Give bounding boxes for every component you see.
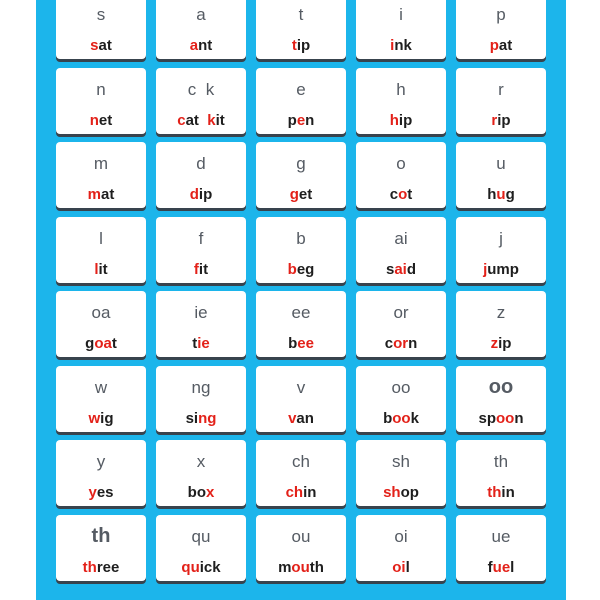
word-highlight: p — [489, 37, 499, 54]
phonics-card — [56, 291, 146, 357]
word-highlight: oo — [392, 409, 411, 427]
card-word — [156, 410, 246, 427]
word-part: l — [405, 558, 410, 576]
word-part: at — [185, 111, 208, 129]
word-part: ip — [296, 37, 311, 54]
phonics-card — [56, 515, 146, 581]
word-part: th — [309, 558, 324, 576]
phonics-card — [356, 291, 446, 357]
word-part: ump — [487, 260, 519, 278]
word-part: op — [400, 484, 419, 501]
card-word — [156, 186, 246, 203]
card-word — [356, 484, 446, 501]
word-highlight: t — [291, 37, 297, 54]
phonics-card — [456, 366, 546, 432]
word-part: it — [215, 111, 225, 129]
word-highlight: c — [177, 111, 186, 129]
card-sound: oo — [488, 375, 514, 398]
phonics-card — [456, 440, 546, 506]
card-sound: oo — [391, 377, 411, 397]
word-highlight: qu — [181, 558, 200, 576]
word-part: ick — [199, 558, 221, 576]
word-highlight: th — [82, 558, 97, 576]
card-sound: oi — [394, 526, 408, 546]
word-part: it — [98, 260, 108, 278]
word-part: et — [98, 111, 113, 129]
card-sound: z — [496, 303, 506, 322]
card-word — [156, 484, 246, 501]
phonics-card — [256, 440, 346, 506]
word-highlight: a — [189, 37, 199, 54]
word-part: it — [198, 260, 209, 278]
word-highlight: h — [389, 111, 399, 129]
word-part: es — [96, 484, 114, 501]
card-sound: i — [399, 5, 403, 24]
card-sound: th — [91, 524, 111, 547]
card-word — [156, 37, 246, 54]
card-word — [256, 559, 346, 576]
card-sound: th — [493, 452, 509, 471]
card-word — [256, 112, 346, 129]
phonics-card — [156, 515, 246, 581]
word-highlight: ch — [285, 484, 304, 501]
card-word — [256, 410, 346, 427]
word-part: d — [406, 260, 417, 278]
card-word — [256, 335, 346, 352]
phonics-card — [56, 440, 146, 506]
phonics-card — [56, 0, 146, 59]
card-word — [356, 335, 446, 352]
word-highlight: z — [490, 335, 499, 352]
phonics-card — [56, 68, 146, 134]
card-sound: sh — [392, 452, 410, 471]
phonics-card — [56, 142, 146, 208]
word-part: at — [101, 186, 115, 203]
word-part: si — [185, 409, 199, 427]
card-word — [456, 112, 546, 129]
word-highlight: ai — [394, 260, 407, 278]
word-part: g — [505, 186, 515, 203]
word-highlight: v — [288, 409, 297, 427]
word-highlight: m — [87, 186, 101, 203]
word-highlight: g — [289, 186, 299, 203]
word-part: c — [384, 335, 394, 352]
card-sound: o — [396, 154, 406, 173]
card-word — [56, 186, 146, 203]
card-word — [56, 37, 146, 54]
word-highlight: o — [398, 186, 408, 203]
word-part: t — [111, 335, 117, 352]
word-part: ip — [498, 335, 512, 352]
card-word — [56, 112, 146, 129]
word-part: c — [389, 186, 399, 203]
word-part: at — [498, 37, 513, 54]
card-sound: x — [196, 452, 206, 471]
card-word — [356, 37, 446, 54]
word-highlight: oa — [94, 335, 112, 352]
word-highlight: k — [207, 111, 216, 129]
word-highlight: x — [205, 484, 215, 501]
word-part: et — [298, 186, 313, 203]
card-sound: f — [198, 228, 204, 248]
card-word — [456, 410, 546, 427]
word-part: nt — [198, 37, 213, 54]
card-sound: n — [96, 79, 106, 99]
card-word — [56, 484, 146, 501]
card-word — [356, 559, 446, 576]
card-sound: e — [296, 79, 306, 99]
card-word — [456, 261, 546, 278]
phonics-card — [256, 291, 346, 357]
word-highlight: ng — [198, 409, 217, 427]
card-sound: ng — [191, 377, 211, 397]
phonics-card — [256, 515, 346, 581]
word-highlight: e — [296, 111, 306, 129]
word-highlight: b — [287, 260, 297, 278]
word-highlight: ou — [291, 558, 310, 576]
word-part: an — [296, 409, 314, 427]
card-sound: s — [96, 5, 106, 24]
word-part: bo — [187, 484, 206, 501]
word-highlight: oo — [496, 409, 515, 427]
card-sound: v — [296, 377, 306, 397]
word-highlight: ee — [297, 335, 314, 352]
card-sound: ee — [291, 303, 311, 322]
phonics-card — [256, 366, 346, 432]
card-word — [56, 261, 146, 278]
word-highlight: s — [90, 37, 99, 54]
phonics-card — [356, 217, 446, 283]
phonics-card — [456, 0, 546, 59]
card-word — [256, 186, 346, 203]
card-word — [356, 261, 446, 278]
word-part: t — [407, 186, 413, 203]
word-part: in — [303, 484, 317, 501]
card-word — [56, 335, 146, 352]
phonics-card — [256, 0, 346, 59]
word-part: ig — [100, 409, 114, 427]
word-highlight: r — [491, 111, 498, 129]
word-part: n — [408, 335, 418, 352]
phonics-card-grid — [56, 0, 546, 581]
phonics-card — [356, 440, 446, 506]
word-highlight: oi — [392, 558, 406, 576]
card-word — [156, 559, 246, 576]
word-part: n — [514, 409, 524, 427]
word-part: l — [510, 558, 515, 576]
card-word — [456, 484, 546, 501]
card-sound: l — [99, 228, 103, 248]
word-highlight: y — [88, 484, 97, 501]
word-highlight: d — [189, 186, 199, 203]
word-highlight: ue — [492, 558, 511, 576]
card-sound: c k — [187, 79, 215, 99]
word-highlight: th — [487, 484, 502, 501]
word-highlight: sh — [383, 484, 401, 501]
word-part: eg — [296, 260, 315, 278]
card-word — [456, 559, 546, 576]
word-part: b — [383, 409, 393, 427]
card-sound: ue — [491, 526, 511, 546]
card-sound: ie — [194, 303, 208, 322]
word-part: f — [487, 558, 493, 576]
card-word — [256, 484, 346, 501]
card-sound: oa — [91, 303, 111, 322]
card-word — [456, 37, 546, 54]
word-part: ree — [96, 558, 120, 576]
phonics-card — [156, 0, 246, 59]
card-sound: p — [496, 5, 506, 24]
card-word — [256, 37, 346, 54]
word-part: n — [305, 111, 315, 129]
phonics-card — [156, 217, 246, 283]
phonics-card — [456, 217, 546, 283]
card-sound: a — [196, 5, 206, 24]
phonics-card — [256, 68, 346, 134]
card-sound: qu — [191, 526, 211, 546]
card-sound: ou — [291, 526, 311, 546]
card-word — [56, 410, 146, 427]
phonics-board — [36, 0, 566, 600]
card-word — [356, 112, 446, 129]
card-sound: j — [499, 228, 503, 248]
card-sound: t — [298, 5, 304, 24]
word-part: nk — [394, 37, 412, 54]
word-highlight: l — [94, 260, 99, 278]
card-word — [156, 112, 246, 129]
word-highlight: or — [393, 335, 409, 352]
phonics-card — [56, 217, 146, 283]
phonics-card — [356, 68, 446, 134]
card-sound: g — [296, 154, 306, 173]
phonics-card — [156, 68, 246, 134]
card-sound: u — [496, 154, 506, 173]
phonics-card — [356, 366, 446, 432]
phonics-card — [456, 291, 546, 357]
card-sound: h — [396, 79, 406, 99]
card-sound: ch — [292, 452, 310, 471]
phonics-card — [156, 366, 246, 432]
card-word — [456, 335, 546, 352]
word-highlight: u — [496, 186, 506, 203]
phonics-card — [156, 142, 246, 208]
card-sound: r — [498, 79, 504, 99]
phonics-card — [456, 68, 546, 134]
phonics-card — [156, 291, 246, 357]
word-part: t — [192, 335, 198, 352]
phonics-card — [256, 217, 346, 283]
phonics-card — [356, 142, 446, 208]
word-highlight: ie — [197, 335, 210, 352]
phonics-card — [156, 440, 246, 506]
phonics-card — [356, 0, 446, 59]
card-word — [56, 559, 146, 576]
word-part: p — [287, 111, 297, 129]
card-sound: d — [196, 154, 206, 173]
word-part: b — [288, 335, 298, 352]
card-sound: m — [93, 154, 109, 173]
word-highlight: i — [390, 37, 395, 54]
card-word — [356, 410, 446, 427]
card-sound: w — [94, 377, 108, 397]
card-word — [356, 186, 446, 203]
word-part: k — [410, 409, 419, 427]
card-word — [156, 335, 246, 352]
card-word — [456, 186, 546, 203]
phonics-card — [456, 515, 546, 581]
phonics-card — [456, 142, 546, 208]
word-highlight: f — [193, 260, 199, 278]
word-highlight: j — [483, 260, 488, 278]
word-highlight: n — [89, 111, 99, 129]
card-sound: ai — [394, 228, 408, 248]
word-part: sp — [478, 409, 496, 427]
word-part: at — [98, 37, 112, 54]
card-sound: or — [393, 303, 409, 322]
phonics-card — [256, 142, 346, 208]
word-part: in — [501, 484, 515, 501]
card-sound: y — [96, 452, 106, 471]
phonics-card — [56, 366, 146, 432]
word-part: m — [278, 558, 292, 576]
phonics-card — [356, 515, 446, 581]
word-part: ip — [398, 111, 413, 129]
card-word — [156, 261, 246, 278]
card-word — [256, 261, 346, 278]
word-part: g — [85, 335, 95, 352]
word-highlight: w — [88, 409, 101, 427]
word-part: ip — [497, 111, 511, 129]
card-sound: b — [296, 228, 306, 248]
word-part: ip — [198, 186, 213, 203]
word-part: s — [385, 260, 395, 278]
word-part: h — [487, 186, 497, 203]
